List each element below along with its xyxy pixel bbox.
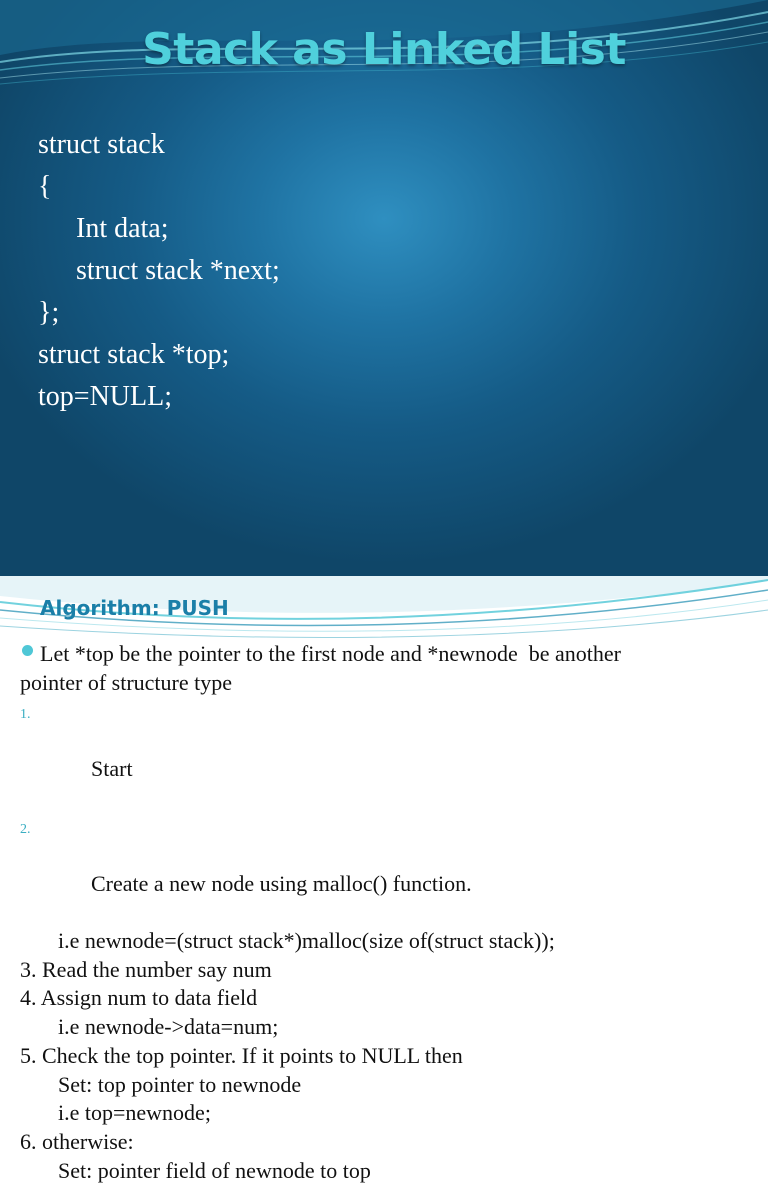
list-item: [20, 812, 760, 927]
step-line: 3. Read the number say num: [20, 956, 272, 982]
code-line: struct stack *top;: [38, 339, 230, 370]
list-item-text: Create a new node using malloc() function.: [91, 870, 472, 896]
algorithm-body: [20, 640, 760, 1185]
step-line: Set: top pointer to newnode: [58, 1071, 302, 1097]
step-line: i.e top=newnode;: [58, 1100, 211, 1126]
step-line: 5. Check the top pointer. If it points to NULL then: [20, 1042, 463, 1068]
code-line: };: [38, 297, 60, 328]
slide-stack-as-linked-list: [0, 0, 768, 576]
slide-algorithm-push: [0, 576, 768, 1183]
algorithm-heading: Algorithm: PUSH: [40, 596, 229, 620]
slide-title: Stack as Linked List: [142, 24, 626, 75]
struct-code-block: [38, 124, 280, 418]
step-line: 6. otherwise:: [20, 1128, 134, 1154]
code-line: top=NULL;: [38, 381, 172, 412]
list-item: [20, 697, 760, 812]
step-line: i.e newnode->data=num;: [58, 1014, 279, 1040]
intro-line: Let *top be the pointer to the first node and *newnode be another: [40, 641, 621, 666]
list-item-text: Start: [91, 755, 133, 781]
step-line: i.e newnode=(struct stack*)malloc(size of(struct stack));: [58, 928, 555, 954]
code-line: Int data;: [76, 213, 169, 244]
intro-line: pointer of structure type: [20, 669, 232, 695]
step-line: Set: pointer field of newnode to top: [58, 1157, 371, 1183]
list-number: 1.: [20, 707, 31, 723]
code-line: struct stack: [38, 129, 165, 160]
step-line: 4. Assign num to data field: [20, 985, 258, 1011]
code-line: {: [38, 171, 52, 202]
list-number: 2.: [20, 822, 31, 838]
code-line: struct stack *next;: [76, 255, 280, 286]
